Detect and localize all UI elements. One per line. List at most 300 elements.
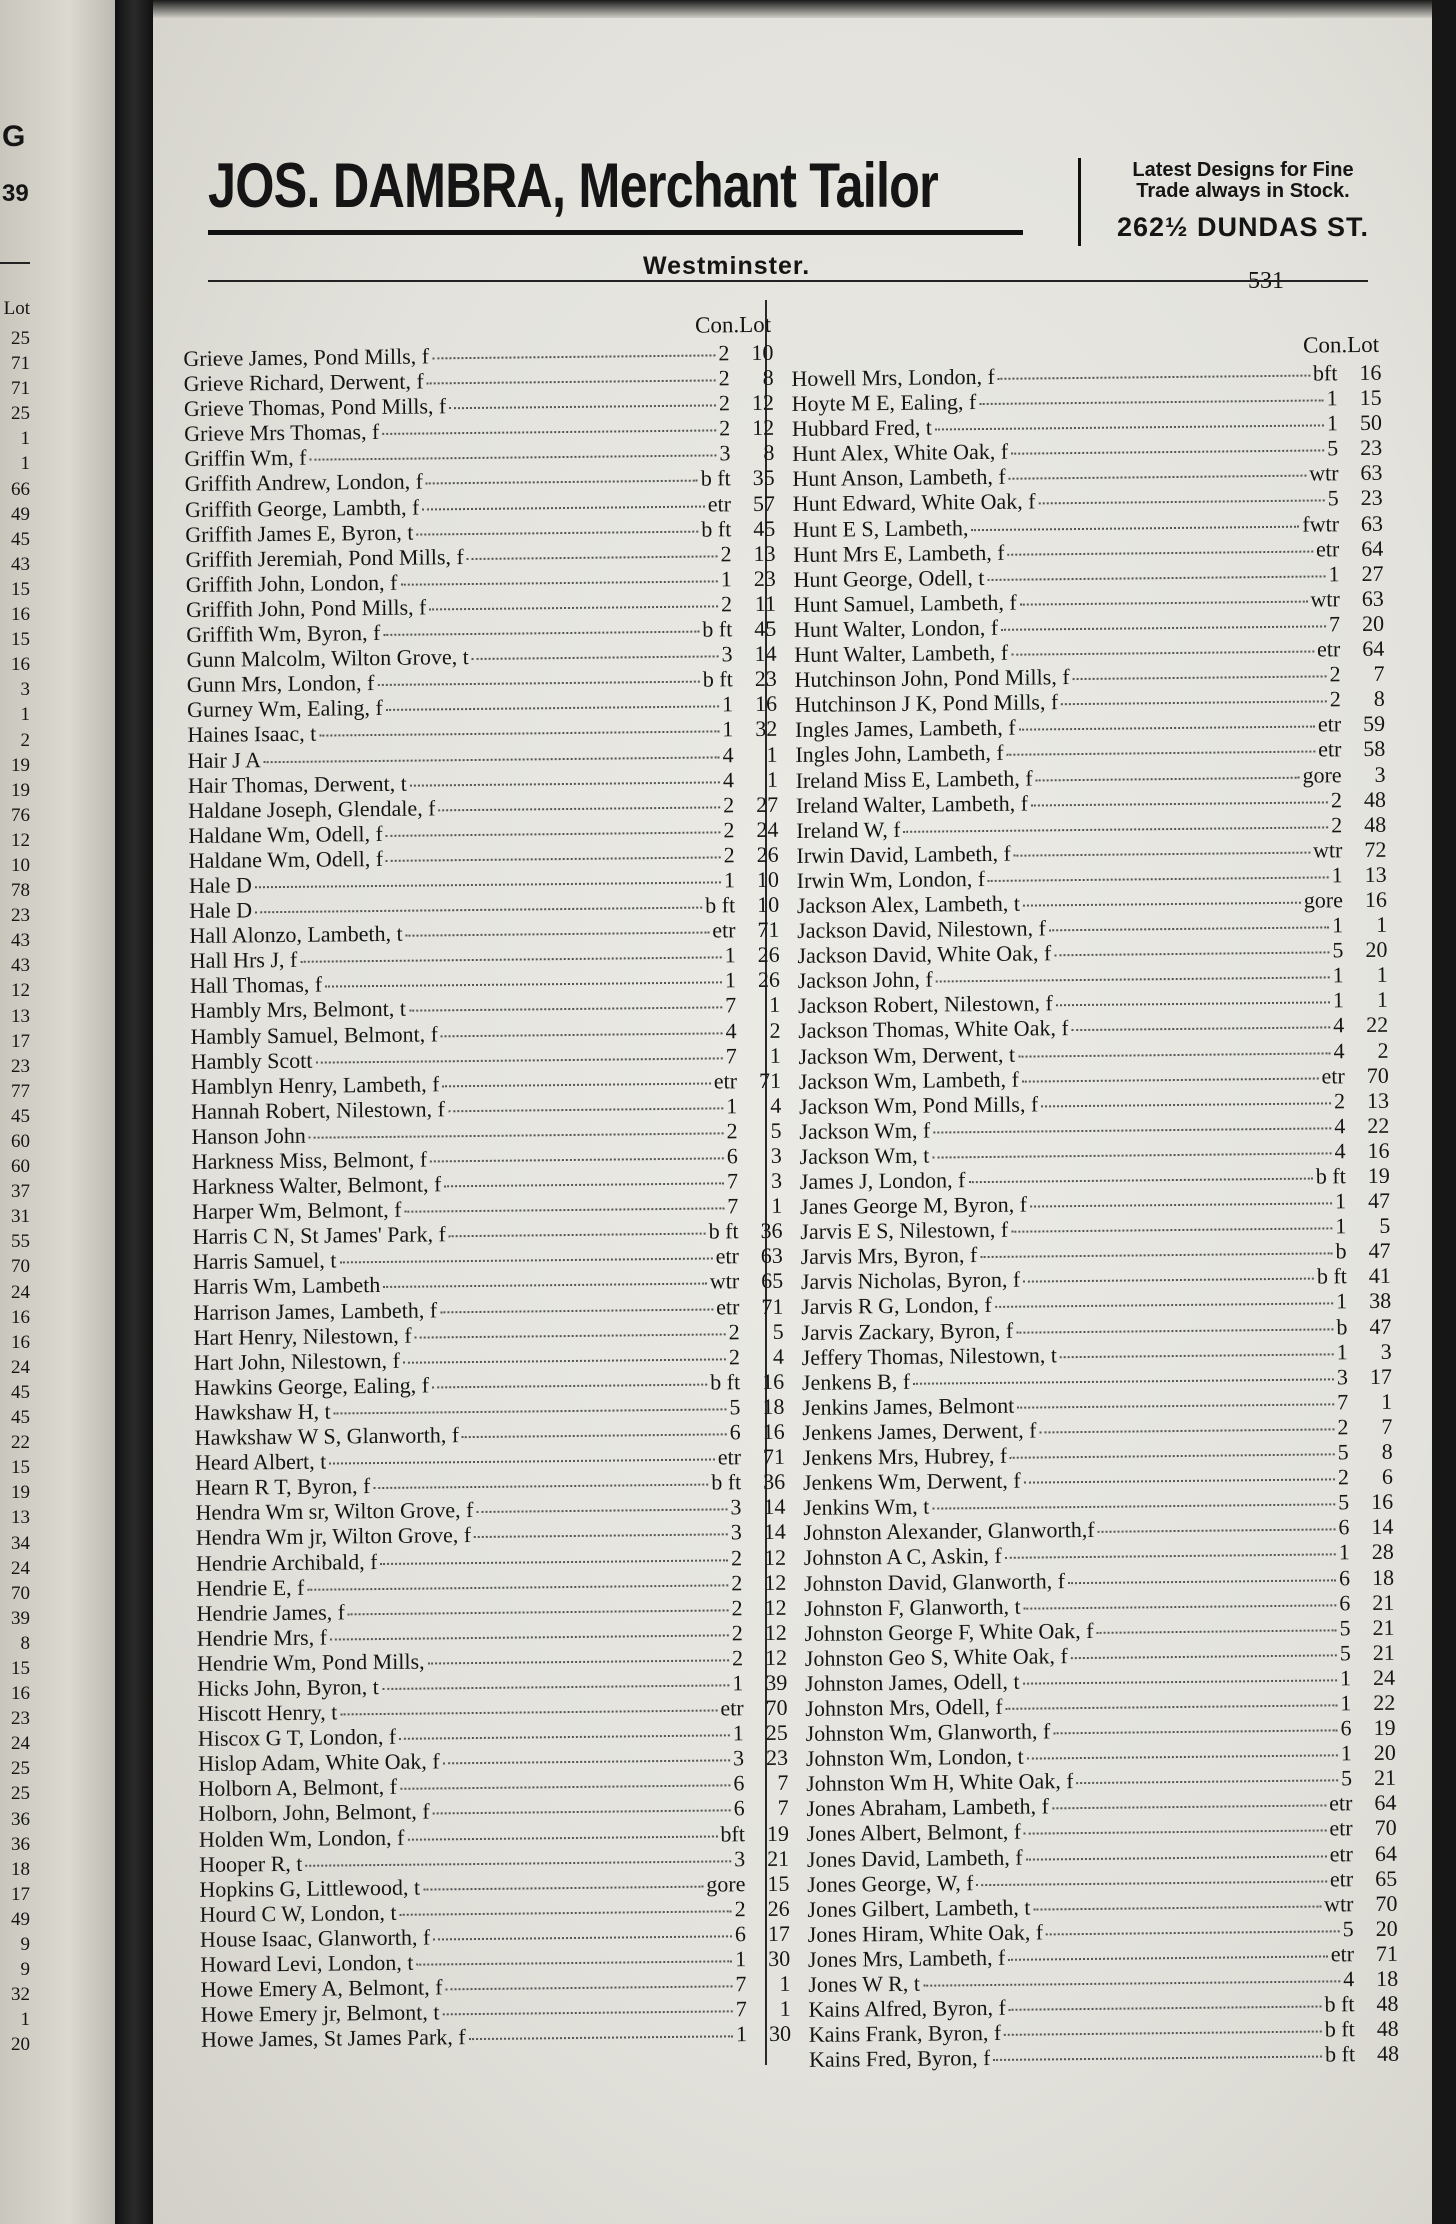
prev-page-rule — [0, 262, 30, 264]
entry-lot: 11 — [754, 590, 777, 616]
entry-lot: 23 — [1360, 435, 1383, 461]
entry-con: wtr — [709, 1268, 740, 1295]
entry-con: b ft — [702, 616, 733, 642]
entry-name: Grieve Richard, Derwent, f — [183, 368, 424, 397]
entry-con: 1 — [1332, 912, 1344, 938]
entry-leader — [422, 487, 705, 510]
entry-name: Howe Emery jr, Belmont, t — [200, 1999, 440, 2028]
entry-leader — [309, 1114, 724, 1138]
entry-name: Hanson John — [191, 1122, 306, 1149]
left-column — [183, 311, 792, 2053]
entry-lot: 8 — [762, 364, 774, 391]
previous-page-sliver — [0, 0, 115, 2224]
prev-page-lot-value: 39 — [11, 1607, 30, 1629]
entry-leader — [971, 507, 1299, 530]
entry-name: Grieve Thomas, Pond Mills, f — [183, 393, 447, 422]
entry-leader — [913, 1360, 1334, 1384]
entry-leader — [1026, 1737, 1337, 1760]
entry-leader — [1054, 934, 1329, 957]
entry-con: wtr — [1310, 586, 1340, 612]
entry-con: 5 — [1342, 1916, 1354, 1942]
entry-name: Harris C N, St James' Park, f — [192, 1221, 447, 1250]
entry-con: 6 — [733, 1770, 745, 1796]
entry-con: 1 — [735, 1946, 747, 1972]
entry-leader — [979, 382, 1324, 406]
prev-page-lot-value: 16 — [11, 604, 30, 626]
entry-name: Jackson John, f — [797, 966, 933, 994]
entry-con: 2 — [722, 791, 735, 818]
entry-name: Holborn A, Belmont, f — [198, 1774, 398, 1802]
entry-lot: 21 — [1372, 1639, 1395, 1665]
entry-leader — [1041, 1084, 1331, 1107]
entry-leader — [1024, 1812, 1327, 1835]
entry-name: Jenkins James, Belmont — [802, 1392, 1015, 1420]
entry-lot: 22 — [1367, 1112, 1390, 1138]
entry-leader — [1011, 1210, 1332, 1233]
entry-name: Haldane Wm, Odell, f — [188, 820, 384, 848]
entry-lot: 71 — [1375, 1940, 1399, 1966]
entry-leader — [1072, 1009, 1331, 1032]
entry-name: Hall Alonzo, Lambeth, t — [189, 920, 403, 949]
entry-lot: 5 — [770, 1117, 782, 1143]
entry-lot: 26 — [756, 841, 779, 867]
entry-leader — [1022, 1661, 1337, 1684]
entry-lot: 16 — [762, 1368, 785, 1394]
entry-con: 2 — [734, 1896, 746, 1922]
entry-name: Grieve James, Pond Mills, f — [183, 343, 430, 371]
entry-con: 2 — [728, 1343, 741, 1370]
entry-lot: 48 — [1376, 2041, 1400, 2067]
entry-con: 1 — [1328, 561, 1340, 587]
entry-lot: 21 — [1373, 1764, 1397, 1791]
entry-con: etr — [1329, 1840, 1354, 1866]
entry-con: 6 — [1339, 1589, 1351, 1615]
entry-lot: 7 — [777, 1795, 789, 1821]
entry-con: etr — [713, 1067, 738, 1094]
entry-leader — [409, 989, 722, 1012]
entry-leader — [998, 357, 1310, 380]
entry-leader — [1014, 833, 1310, 856]
prev-page-lot-value: 16 — [11, 1683, 30, 1705]
entry-lot: 12 — [763, 1544, 787, 1570]
entry-name: Hunt George, Odell, t — [793, 564, 985, 592]
entry-leader — [305, 1842, 731, 1866]
entry-lot: 2 — [1377, 1037, 1389, 1063]
entry-con: b ft — [1324, 2016, 1355, 2042]
entry-lot: 7 — [777, 1770, 789, 1796]
entry-name: Hutchinson John, Pond Mills, f — [794, 664, 1070, 693]
entry-con: 2 — [731, 1619, 743, 1646]
entry-leader — [933, 1109, 1331, 1133]
entry-con: 1 — [1340, 1690, 1352, 1716]
entry-lot: 12 — [751, 390, 775, 416]
entry-name: Johnston Wm, London, t — [805, 1743, 1024, 1772]
entry-con: 2 — [723, 817, 735, 843]
entry-leader — [383, 1265, 707, 1288]
entry-lot: 14 — [754, 640, 777, 667]
entry-leader — [462, 1415, 727, 1438]
entry-con: 5 — [1327, 435, 1339, 461]
entry-name: Hiscox G T, London, f — [197, 1724, 397, 1752]
entry-con: b ft — [1324, 2041, 1356, 2067]
entry-name: Hart Henry, Nilestown, f — [193, 1322, 412, 1350]
prev-page-lot-value: 12 — [11, 829, 30, 851]
entry-name: Johnston Wm, Glanworth, f — [805, 1718, 1051, 1746]
entry-name: Johnston David, Glanworth, f — [803, 1567, 1066, 1596]
entry-name: Howe James, St James Park, f — [200, 2024, 466, 2053]
entry-name: Howell Mrs, London, f — [791, 363, 996, 391]
prev-page-lot-value: 17 — [11, 1030, 30, 1052]
entry-name: Hair Thomas, Derwent, t — [187, 770, 407, 798]
entry-con: etr — [712, 917, 736, 943]
entry-name: Irwin Wm, London, f — [796, 865, 986, 893]
entry-lot: 20 — [1365, 936, 1388, 963]
entry-leader — [968, 1160, 1313, 1184]
entry-name: James J, London, f — [799, 1167, 966, 1194]
entry-lot: 21 — [767, 1845, 790, 1871]
entry-lot: 12 — [764, 1644, 788, 1670]
entry-leader — [438, 788, 720, 811]
entry-lot: 8 — [763, 440, 775, 466]
entry-name: Jenkens James, Derwent, f — [802, 1417, 1037, 1445]
entry-lot: 70 — [1375, 1890, 1398, 1916]
entry-lot: 1 — [1381, 1388, 1393, 1414]
entry-name: Jarvis E S, Nilestown, f — [800, 1216, 1009, 1245]
entry-con: 2 — [731, 1645, 744, 1671]
entry-lot: 71 — [758, 1067, 782, 1093]
prev-page-lot-value: 25 — [11, 1758, 30, 1780]
entry-lot: 48 — [1376, 2015, 1399, 2042]
entry-con: 1 — [732, 1670, 744, 1696]
entry-name: Hall Hrs J, f — [189, 947, 298, 974]
entry-name: Haldane Joseph, Glendale, f — [188, 795, 436, 823]
entry-leader — [1071, 1636, 1337, 1659]
prev-page-lot-value: 31 — [11, 1206, 30, 1228]
entry-lot: 13 — [1364, 861, 1387, 887]
entry-name: Howe Emery A, Belmont, f — [200, 1974, 443, 2003]
entry-lot: 17 — [1369, 1363, 1393, 1389]
entry-lot: 4 — [770, 1092, 782, 1118]
entry-leader — [1060, 1335, 1334, 1358]
entry-leader — [1023, 884, 1301, 907]
entry-leader — [400, 1767, 731, 1790]
entry-name: Jarvis Zackary, Byron, f — [801, 1317, 1014, 1345]
entry-lot: 45 — [753, 515, 776, 541]
prev-page-header-fragment: G — [2, 120, 26, 153]
directory-page — [153, 0, 1456, 2224]
prev-page-lot-value: 45 — [11, 1407, 30, 1429]
entry-lot: 65 — [1375, 1865, 1398, 1891]
entry-lot: 14 — [1371, 1514, 1394, 1540]
prev-page-lot-value: 45 — [11, 1381, 30, 1403]
entry-lot: 18 — [1376, 1965, 1399, 1991]
entry-leader — [1024, 1586, 1337, 1609]
entry-lot: 35 — [752, 465, 775, 491]
prev-page-lot-value: 17 — [11, 1883, 30, 1905]
prev-page-lot-value: 45 — [11, 1105, 30, 1127]
entry-leader — [432, 1792, 730, 1815]
entry-con: b ft — [701, 515, 732, 542]
entry-leader — [988, 858, 1329, 882]
entry-name: Hiscott Henry, t — [197, 1699, 338, 1726]
entry-lot: 23 — [1360, 485, 1383, 511]
ad-title: JOS. DAMBRA, Merchant Tailor — [208, 151, 938, 221]
entry-lot: 20 — [1361, 610, 1385, 636]
entry-con: 5 — [1340, 1765, 1353, 1791]
entry-leader — [442, 1064, 711, 1087]
prev-page-lot-value: 24 — [11, 1281, 30, 1303]
entry-leader — [433, 1917, 732, 1940]
entry-lot: 2 — [769, 1017, 781, 1043]
entry-con: 1 — [1331, 862, 1343, 888]
prev-page-lot-value: 43 — [11, 955, 30, 977]
entry-leader — [474, 1516, 728, 1539]
entry-lot: 59 — [1362, 711, 1386, 737]
prev-page-lot-value: 76 — [11, 804, 30, 826]
entry-leader — [1039, 1410, 1334, 1433]
entry-leader — [476, 1491, 727, 1514]
entry-leader — [264, 738, 720, 763]
section-title: Westminster. — [643, 252, 811, 280]
entry-name: Griffith James E, Byron, t — [185, 519, 414, 547]
entry-name: Hunt Mrs E, Lambeth, f — [793, 539, 1005, 567]
entry-con: etr — [1315, 535, 1340, 562]
entry-lot: 16 — [1367, 1137, 1390, 1163]
entry-con: 2 — [718, 390, 731, 416]
entry-con: 1 — [732, 1720, 744, 1746]
entry-name: Ireland Walter, Lambeth, f — [795, 790, 1029, 818]
prev-page-lot-value: 16 — [11, 1331, 30, 1353]
entry-leader — [444, 1164, 724, 1187]
entry-name: Hendrie James, f — [196, 1599, 346, 1626]
entry-con: b ft — [700, 465, 731, 492]
entry-name: Holborn, John, Belmont, f — [198, 1798, 430, 1827]
prev-page-lot-value: 49 — [11, 1908, 30, 1930]
entry-lot: 5 — [1379, 1212, 1391, 1239]
entry-name: Hair J A — [187, 746, 262, 773]
entry-name: Hart John, Nilestown, f — [193, 1347, 400, 1375]
entry-leader — [987, 557, 1325, 581]
entry-lot: 1 — [779, 1970, 791, 1996]
entry-leader — [440, 1290, 713, 1313]
entry-con: 2 — [731, 1594, 743, 1621]
entry-lot: 5 — [772, 1318, 784, 1344]
prev-page-lot-value: 13 — [11, 1507, 30, 1529]
entry-lot: 50 — [1359, 410, 1383, 436]
entry-con: 6 — [1338, 1564, 1351, 1590]
prev-page-lot-value: 1 — [20, 2009, 30, 2031]
entry-name: Heard Albert, t — [194, 1448, 327, 1476]
entry-leader — [410, 763, 720, 786]
entry-name: Hendrie Archibald, f — [195, 1548, 378, 1576]
entry-leader — [1053, 1711, 1338, 1734]
entry-lot: 3 — [1374, 761, 1386, 787]
entry-leader — [373, 1466, 708, 1490]
prev-page-lot-value: 24 — [11, 1733, 30, 1755]
entry-con: 2 — [723, 842, 735, 868]
entry-con: 2 — [728, 1318, 740, 1344]
entry-name: Hubbard Fred, t — [791, 414, 932, 442]
entry-lot: 17 — [767, 1920, 791, 1946]
entry-leader — [1038, 482, 1324, 505]
entry-con: b ft — [1315, 1163, 1346, 1189]
entry-con: fwtr — [1302, 510, 1340, 537]
entry-name: Hawkshaw W S, Glanworth, f — [194, 1422, 460, 1450]
entry-leader — [339, 1240, 712, 1264]
entry-name: Hunt Samuel, Lambeth, f — [793, 589, 1017, 617]
ad-underline — [208, 230, 1023, 235]
entry-leader — [442, 1993, 733, 2016]
prev-page-lot-value: 36 — [11, 1808, 30, 1830]
entry-lot: 71 — [761, 1293, 784, 1319]
entry-name: Jackson Thomas, White Oak, f — [798, 1015, 1069, 1044]
entry-name: Hannah Robert, Nilestown, f — [191, 1096, 445, 1124]
entry-name: Hendra Wm jr, Wilton Grove, f — [195, 1522, 472, 1551]
entry-con: 1 — [723, 867, 736, 893]
entry-name: Hambly Scott — [190, 1047, 313, 1074]
left-entry-list — [183, 340, 791, 2052]
entry-lot: 10 — [757, 891, 780, 918]
entry-con: 1 — [1339, 1665, 1352, 1691]
entry-leader — [429, 587, 718, 610]
entry-con: 7 — [1337, 1389, 1349, 1415]
entry-leader — [932, 1486, 1335, 1510]
entry-con: 7 — [735, 1996, 747, 2022]
binding-gutter — [115, 0, 153, 2224]
entry-con: 4 — [722, 766, 734, 792]
entry-name: House Isaac, Glanworth, f — [199, 1924, 431, 1952]
prev-page-lot-value: 15 — [11, 1457, 30, 1479]
entry-name: Griffith George, Lambth, f — [184, 494, 420, 522]
entry-con: etr — [1321, 1062, 1345, 1089]
prev-page-lot-value: 23 — [11, 1708, 30, 1730]
entry-leader — [449, 1215, 706, 1238]
entry-name: Jackson Wm, Derwent, t — [798, 1041, 1016, 1069]
prev-page-lot-value: 55 — [11, 1231, 30, 1253]
entry-con: 2 — [730, 1544, 743, 1570]
entry-lot: 3 — [770, 1167, 783, 1193]
entry-name: Johnston James, Odell, t — [804, 1668, 1020, 1696]
entry-name: Kains Frank, Byron, f — [808, 2020, 1002, 2048]
entry-con: 2 — [1337, 1464, 1350, 1490]
entry-lot: 48 — [1363, 811, 1387, 837]
entry-lot: 64 — [1374, 1840, 1398, 1866]
entry-leader — [1007, 532, 1313, 555]
entry-name: Hendrie E, f — [196, 1574, 305, 1601]
entry-leader — [468, 2018, 733, 2041]
advertisement-banner — [208, 150, 1393, 250]
entry-lot: 12 — [764, 1569, 787, 1595]
entry-lot: 16 — [1359, 359, 1382, 386]
entry-con: b ft — [1324, 1991, 1355, 2017]
entry-name: Hislop Adam, White Oak, f — [198, 1748, 440, 1777]
entry-name: Griffith Jeremiah, Pond Mills, f — [185, 543, 464, 572]
entry-leader — [325, 964, 722, 988]
entry-name: Hale D — [189, 897, 253, 924]
entry-con: etr — [1329, 1790, 1353, 1816]
entry-name: Jackson Wm, f — [799, 1117, 931, 1144]
entry-leader — [255, 863, 721, 888]
entry-lot: 4 — [772, 1343, 785, 1369]
entry-con: b ft — [1316, 1263, 1347, 1289]
entry-lot: 47 — [1369, 1313, 1392, 1339]
prev-page-lot-value: 60 — [11, 1156, 30, 1178]
entry-lot: 22 — [1366, 1012, 1389, 1038]
entry-leader — [386, 813, 721, 837]
entry-leader — [1030, 1184, 1332, 1207]
entry-con: 1 — [1335, 1213, 1347, 1239]
entry-leader — [1098, 1511, 1336, 1533]
entry-name: Johnston F, Glanworth, t — [804, 1593, 1021, 1621]
entry-lot: 12 — [764, 1594, 787, 1620]
entry-lot: 65 — [760, 1268, 784, 1294]
prev-page-lot-value: 1 — [20, 453, 30, 475]
entry-lot: 1 — [779, 1995, 791, 2022]
entry-name: Kains Alfred, Byron, f — [808, 1994, 1006, 2023]
entry-leader — [936, 959, 1330, 983]
entry-con: 2 — [1333, 1087, 1346, 1114]
entry-con: 6 — [726, 1143, 738, 1169]
entry-lot: 38 — [1368, 1288, 1392, 1314]
entry-name: Hopkins G, Littlewood, t — [199, 1874, 421, 1902]
entry-con: 2 — [1330, 811, 1343, 838]
entry-con: 1 — [1336, 1338, 1348, 1364]
entry-name: Ingles John, Lambeth, f — [795, 740, 1004, 768]
ad-address: 262½ DUNDAS ST. — [1116, 212, 1370, 242]
prev-page-lot-value: 1 — [20, 428, 30, 450]
prev-page-lot-value: 25 — [11, 328, 30, 349]
entry-lot: 24 — [756, 816, 779, 842]
entry-con: bft — [1312, 360, 1338, 386]
entry-lot: 20 — [1375, 1915, 1398, 1941]
entry-lot: 1 — [769, 1042, 781, 1068]
prev-page-lot-value: 3 — [20, 679, 30, 701]
entry-leader — [329, 1441, 715, 1465]
prev-page-lot-column — [0, 326, 30, 2057]
entry-leader — [380, 1541, 728, 1565]
entry-lot: 45 — [754, 615, 777, 642]
entry-con: 4 — [1343, 1966, 1355, 1992]
entry-con: 1 — [1332, 962, 1344, 988]
entry-leader — [348, 1591, 729, 1615]
entry-name: Jones Gilbert, Lambeth, t — [807, 1894, 1031, 1922]
entry-leader — [1025, 1837, 1326, 1860]
entry-leader — [1018, 1034, 1331, 1057]
entry-name: Gunn Malcolm, Wilton Grove, t — [186, 644, 469, 673]
entry-lot: 63 — [760, 1243, 783, 1269]
entry-name: Jenkens B, f — [801, 1368, 911, 1395]
entry-lot: 12 — [752, 415, 775, 441]
entry-leader — [399, 1717, 730, 1740]
entry-con: 2 — [1329, 661, 1341, 687]
entry-lot: 16 — [762, 1418, 785, 1445]
entry-lot: 21 — [1372, 1589, 1395, 1615]
entry-lot: 21 — [1372, 1614, 1395, 1640]
entry-name: Ingles James, Lambeth, f — [794, 714, 1016, 743]
entry-con: etr — [1318, 736, 1342, 762]
entry-lot: 36 — [763, 1468, 786, 1495]
prev-page-lot-value: 49 — [11, 503, 30, 525]
entry-con: etr — [717, 1444, 742, 1470]
entry-leader — [1031, 783, 1328, 806]
entry-name: Hawkshaw H, t — [194, 1398, 331, 1425]
entry-con: 2 — [731, 1569, 743, 1595]
entry-leader — [383, 613, 699, 636]
entry-lot: 14 — [763, 1494, 786, 1520]
entry-name: Jackson David, White Oak, f — [797, 940, 1052, 969]
entry-leader — [467, 537, 718, 560]
entry-name: Hoyte M E, Ealing, f — [791, 389, 977, 417]
